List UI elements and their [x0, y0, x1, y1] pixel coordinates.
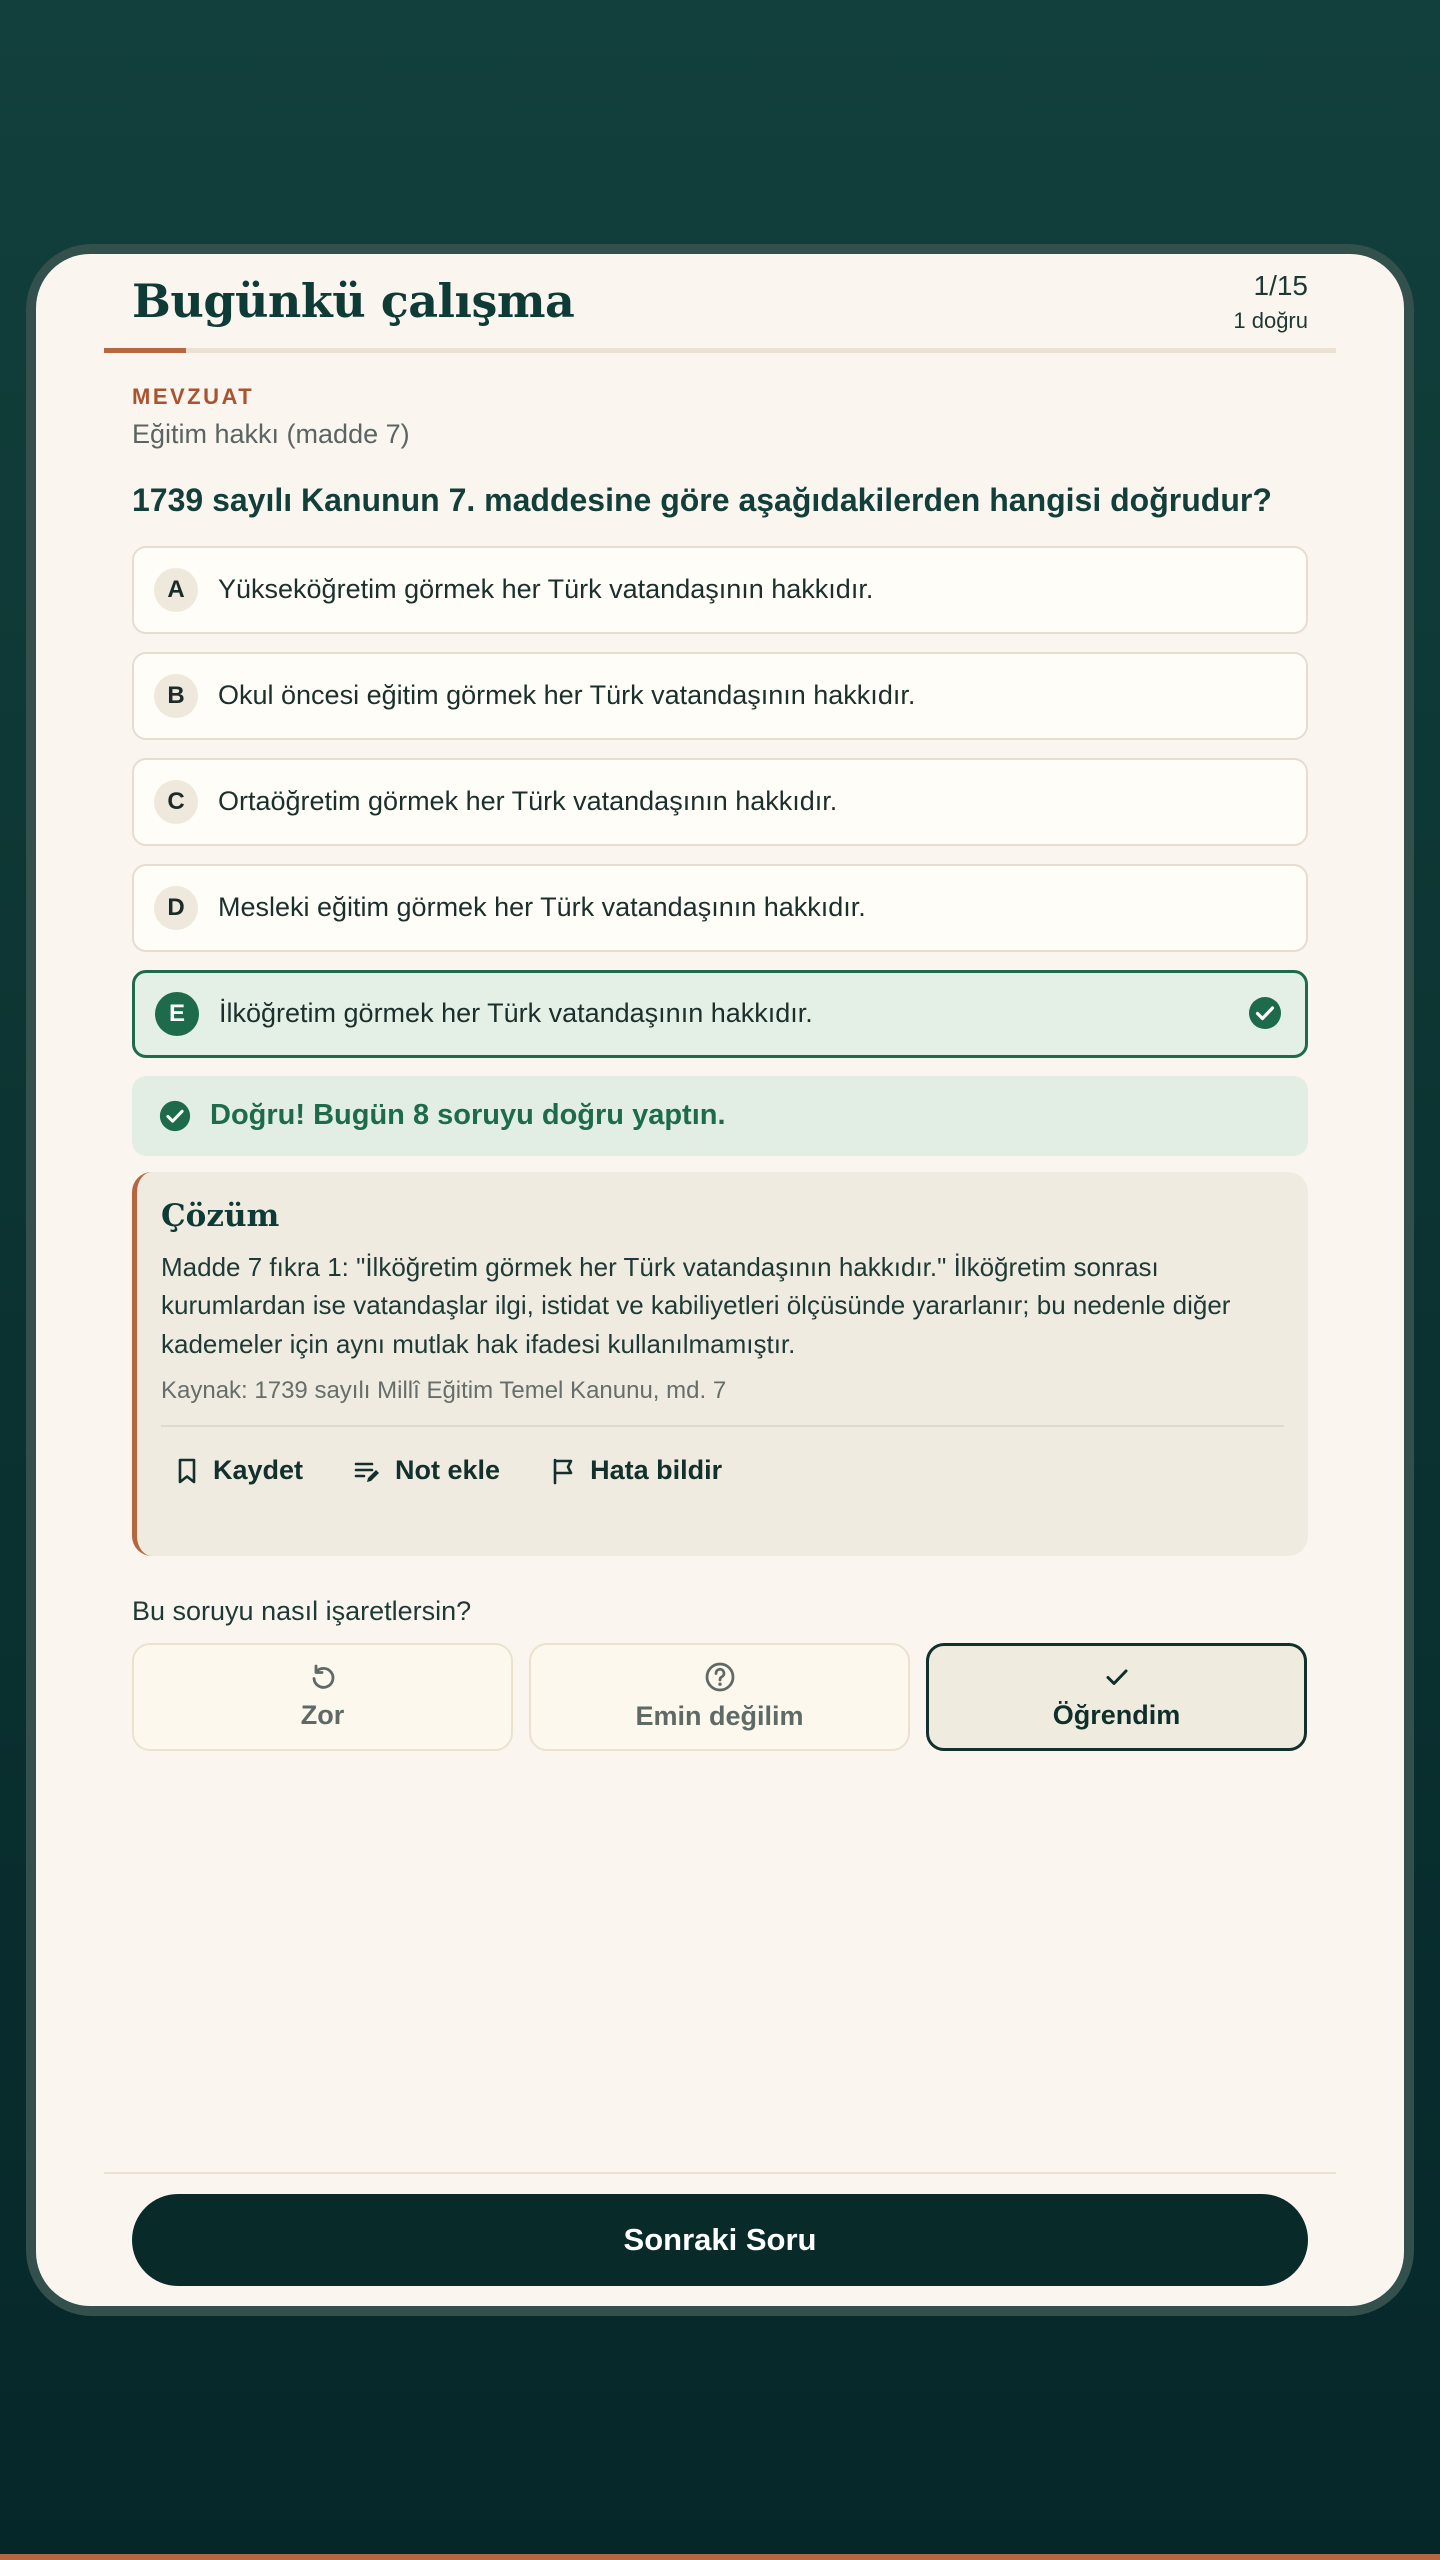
progress-bar	[104, 348, 1336, 353]
rate-hard-label: Zor	[300, 1700, 345, 1731]
feedback-banner	[132, 1076, 1308, 1156]
bookmark-icon	[175, 1457, 199, 1485]
solution-source: Kaynak: 1739 sayılı Millî Eğitim Temel Kanunu, md. 7	[161, 1377, 727, 1404]
rating-label: Bu soruyu nasıl işaretlersin?	[132, 1595, 472, 1626]
option-text: Mesleki eğitim görmek her Türk vatandaşının hakkıdır.	[218, 892, 866, 923]
rate-unsure-label: Emin değilim	[635, 1701, 804, 1732]
option-a[interactable]	[132, 546, 1308, 634]
retry-icon	[308, 1662, 338, 1692]
footer-divider	[104, 2172, 1336, 2174]
option-letter: C	[154, 780, 198, 824]
rate-hard-button[interactable]	[132, 1643, 513, 1751]
solution-actions	[161, 1447, 1284, 1494]
note-edit-icon	[353, 1457, 381, 1485]
option-letter: E	[155, 992, 199, 1036]
rate-learned-button[interactable]	[926, 1643, 1307, 1751]
page-title: Bugünkü çalışma	[132, 274, 575, 328]
option-text: İlköğretim görmek her Türk vatandaşının hakkıdır.	[219, 998, 813, 1029]
save-button[interactable]	[161, 1447, 303, 1494]
report-error-button[interactable]	[536, 1447, 722, 1494]
option-text: Okul öncesi eğitim görmek her Türk vatandaşının hakkıdır.	[218, 680, 916, 711]
answer-options	[132, 546, 1308, 1058]
check-circle-icon	[158, 1099, 192, 1133]
subtopic-label: Eğitim hakkı (madde 7)	[132, 419, 410, 449]
add-note-label: Not ekle	[395, 1455, 501, 1485]
solution-title: Çözüm	[161, 1197, 280, 1234]
question-circle-icon	[704, 1661, 736, 1693]
option-text: Yükseköğretim görmek her Türk vatandaşının hakkıdır.	[218, 574, 874, 605]
option-text: Ortaöğretim görmek her Türk vatandaşının hakkıdır.	[218, 786, 838, 817]
flag-icon	[550, 1457, 576, 1485]
option-letter: D	[154, 886, 198, 930]
question-card	[132, 384, 1308, 1751]
option-d[interactable]	[132, 864, 1308, 952]
add-note-button[interactable]	[339, 1447, 500, 1494]
rate-unsure-button[interactable]	[529, 1643, 910, 1751]
solution-body: Madde 7 fıkra 1: "İlköğretim görmek her Türk vatandaşının hakkıdır." İlköğretim sonrası kurumlardan ise vatandaşlar ilgi, istidat ve kabiliyetleri ölçüsünde yararlanır; bu nedenle diğer kademeler için aynı mutlak hak ifadesi kullanılmamıştır.	[161, 1251, 1231, 1359]
question-text: 1739 sayılı Kanunun 7. maddesine göre aşağıdakilerden hangisi doğrudur?	[132, 482, 1272, 518]
save-label: Kaydet	[213, 1455, 304, 1485]
option-c[interactable]	[132, 758, 1308, 846]
solution-panel	[132, 1172, 1308, 1556]
check-circle-icon	[1247, 995, 1283, 1031]
bottom-accent-bar	[0, 2554, 1440, 2560]
category-label: MEVZUAT	[132, 384, 255, 409]
option-letter: B	[154, 674, 198, 718]
option-b[interactable]	[132, 652, 1308, 740]
option-letter: A	[154, 568, 198, 612]
rating-buttons	[132, 1643, 1308, 1751]
option-e[interactable]	[132, 970, 1308, 1058]
rate-learned-label: Öğrendim	[1052, 1700, 1181, 1731]
divider	[161, 1425, 1284, 1427]
report-error-label: Hata bildir	[590, 1455, 723, 1485]
check-icon	[1102, 1662, 1132, 1692]
correct-count: 1 doğru	[1233, 308, 1308, 333]
feedback-text: Doğru! Bugün 8 soruyu doğru yaptın.	[210, 1099, 726, 1132]
question-count: 1/15	[1253, 270, 1308, 301]
header	[36, 254, 1404, 354]
next-question-button[interactable]: Sonraki Soru	[132, 2194, 1308, 2286]
app-screen	[36, 254, 1404, 2306]
progress-fill	[104, 348, 186, 353]
question-counter	[1233, 270, 1308, 334]
